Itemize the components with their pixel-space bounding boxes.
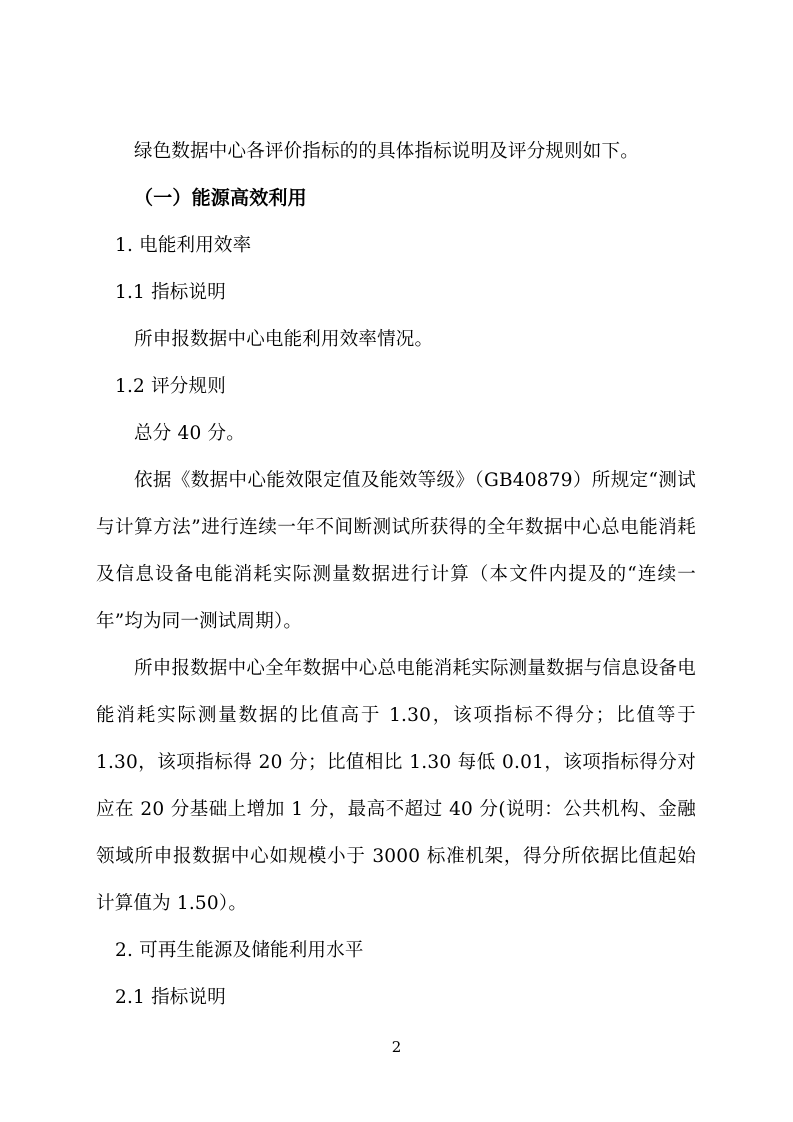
item-1-1-body: 所申报数据中心电能利用效率情况。 (134, 329, 434, 350)
paragraph-intro: 绿色数据中心各评价指标的的具体指标说明及评分规则如下。 (134, 141, 639, 162)
item-1-2-scoring-rule: 所申报数据中心全年数据中心总电能消耗实际测量数据与信息设备电能消耗实际测量数据的比值高于 1.30，该项指标不得分；比值等于 1.30，该项指标得 20 分；比值相比 1.30 每低 0.01，该项指标得分对应在 20 分基础上增加 1 分，最高不超过 40 分(说明：公共机构、金融领域所申报数据中心如规模小于 3000 标准机架，得分所依据比值起始计算值为 1.50）。 (96, 658, 696, 914)
item-1-2-title: 1.2 评分规则 (115, 376, 226, 397)
item-1-title: 1. 电能利用效率 (115, 235, 252, 256)
document-body (96, 128, 696, 1021)
item-1-2-total-score: 总分 40 分。 (134, 423, 245, 444)
item-1-2-basis: 依据《数据中心能效限定值及能效等级》（GB40879）所规定“测试与计算方法”进行连续一年不间断测试所获得的全年数据中心总电能消耗及信息设备电能消耗实际测量数据进行计算（本文件内提及的“连续一年”均为同一测试周期）。 (96, 470, 696, 632)
item-2-title: 2. 可再生能源及储能利用水平 (115, 940, 364, 961)
item-2-1-title: 2.1 指标说明 (115, 987, 226, 1008)
page-number: 2 (391, 1038, 402, 1056)
item-1-1-title: 1.1 指标说明 (115, 282, 226, 303)
section-heading-energy-efficiency: （一）能源高效利用 (134, 187, 307, 209)
